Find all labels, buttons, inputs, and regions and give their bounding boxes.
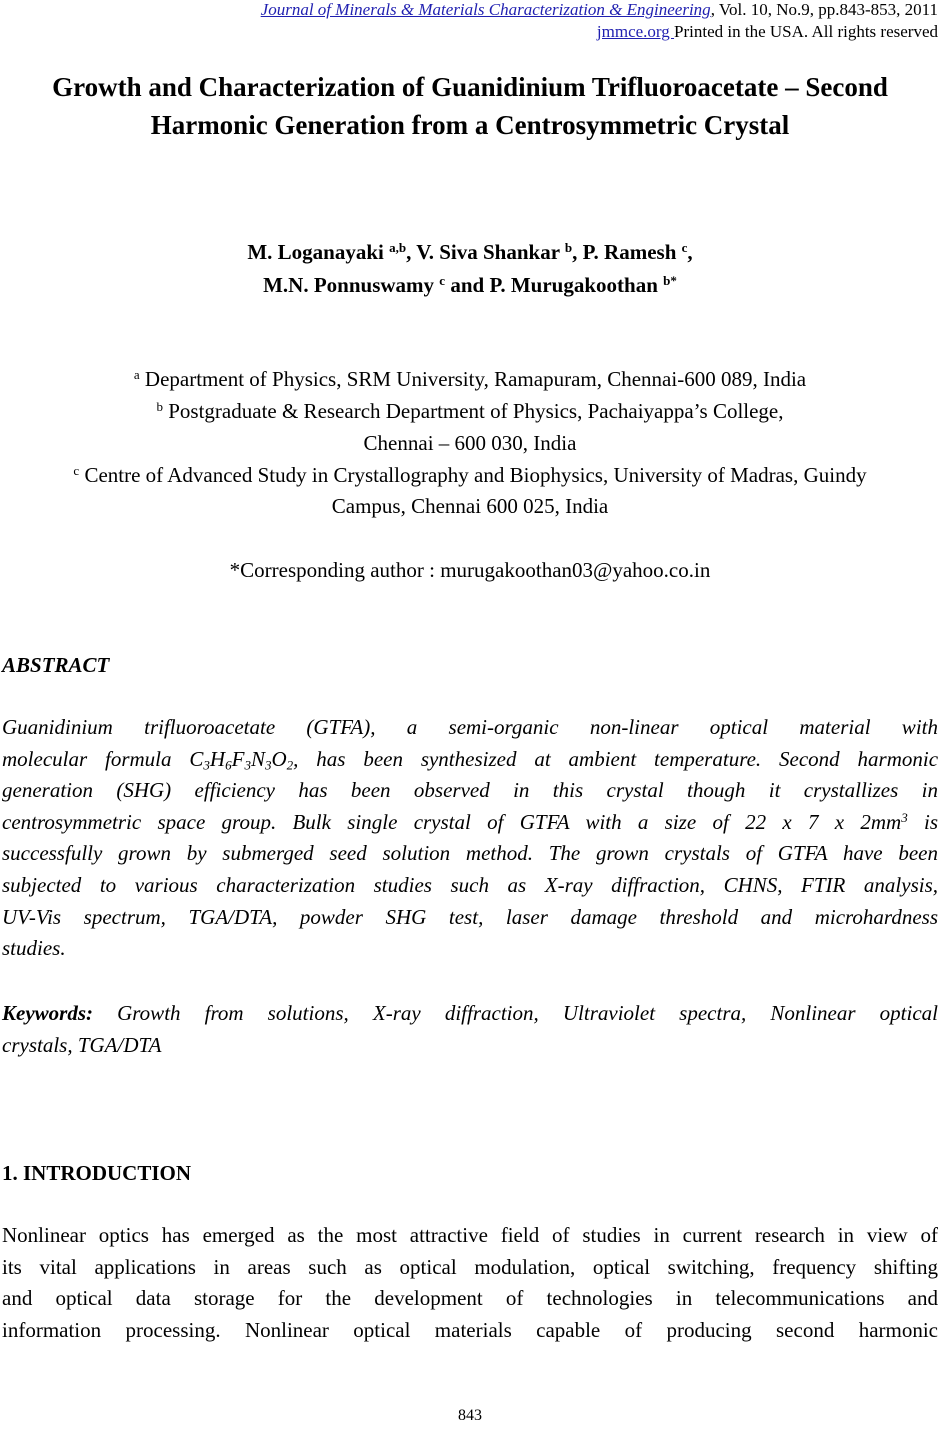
- keywords-line: crystals, TGA/DTA: [2, 1032, 162, 1057]
- keywords-line: [2, 998, 938, 1030]
- abstract-line: Guanidinium trifluoroacetate (GTFA), a semi-organic non-linear optical material with: [2, 715, 938, 739]
- affiliation-text: Postgraduate & Research Department of Physics, Pachaiyappa’s College,: [163, 399, 784, 423]
- author-affil-mark: b*: [663, 272, 677, 288]
- paper-title-line-1: Growth and Characterization of Guanidinium Trifluoroacetate – Second: [52, 72, 888, 102]
- author-separator: ,: [687, 240, 693, 264]
- authors-line-2: [0, 269, 940, 301]
- intro-line: and optical data storage for the development of technologies in telecommunications and: [2, 1286, 938, 1311]
- volume-info: , Vol. 10, No.9, pp.843-853, 2011: [710, 0, 938, 19]
- affiliation-text: Department of Physics, SRM University, Ramapuram, Chennai-600 089, India: [139, 367, 807, 391]
- author-name: P. Murugakoothan: [489, 273, 664, 297]
- intro-line: information processing. Nonlinear optical materials capable of producing second harmonic: [2, 1317, 938, 1342]
- author-separator: ,: [406, 240, 417, 264]
- affiliation-text: Centre of Advanced Study in Crystallography and Biophysics, University of Madras, Guindy: [79, 463, 867, 487]
- author-name: M.N. Ponnuswamy: [263, 273, 440, 297]
- introduction-heading: 1. INTRODUCTION: [2, 1161, 192, 1185]
- author-name: V. Siva Shankar: [416, 240, 565, 264]
- affiliation-mark: b: [156, 398, 163, 414]
- authors-line-1: [0, 236, 940, 268]
- author-affil-mark: c: [681, 239, 688, 255]
- keywords-block: [2, 998, 938, 1061]
- abstract-line-formula: molecular formula $C_3H_6F_3N_3O_2$, has been synthesized at ambient temperature. Second harmonic: [2, 746, 939, 772]
- intro-line: Nonlinear optics has emerged as the most attractive field of studies in current research in view of: [2, 1223, 938, 1247]
- affiliation-mark: c: [73, 462, 80, 478]
- author-affil-mark: c: [439, 272, 446, 288]
- author-name: P. Ramesh: [582, 240, 682, 264]
- abstract-line: successfully grown by submerged seed solution method. The grown crystals of GTFA have been: [2, 841, 938, 866]
- author-name: M. Loganayaki: [247, 240, 390, 264]
- affiliation-a: [0, 363, 940, 395]
- introduction-body: [2, 1220, 938, 1346]
- affiliation-c-cont: [0, 490, 940, 522]
- keywords-label: Keywords:: [2, 1001, 93, 1025]
- affiliation-text: Campus, Chennai 600 025, India: [331, 494, 609, 518]
- site-link[interactable]: jmmce.org: [596, 22, 675, 41]
- keywords-text: Growth from solutions, X-ray diffraction, Ultraviolet spectra, Nonlinear optical: [93, 1001, 938, 1025]
- paper-title-line-2: Harmonic Generation from a Centrosymmetric Crystal: [150, 110, 790, 140]
- abstract-line: studies.: [2, 936, 66, 961]
- corresponding-author: *Corresponding author : murugakoothan03@yahoo.co.in: [229, 558, 711, 582]
- author-affil-mark: b: [564, 239, 573, 255]
- author-separator: and: [445, 273, 490, 297]
- intro-line: its vital applications in areas such as optical modulation, optical switching, frequency shifting: [2, 1254, 938, 1279]
- abstract-line: UV-Vis spectrum, TGA/DTA, powder SHG test, laser damage threshold and microhardness: [2, 904, 938, 929]
- abstract-body: [2, 712, 938, 965]
- site-header-line: [597, 22, 938, 42]
- journal-name-link[interactable]: Journal of Minerals & Materials Characterization & Engineering: [260, 0, 711, 19]
- author-affil-mark: a,b: [389, 239, 407, 255]
- abstract-line: subjected to various characterization studies such as X-ray diffraction, CHNS, FTIR analysis,: [2, 872, 938, 897]
- page-number: 843: [458, 1407, 482, 1424]
- affiliation-b-cont: [0, 427, 940, 459]
- affiliation-mark: a: [133, 366, 140, 382]
- affiliation-b: [0, 395, 940, 427]
- affiliation-c: [0, 459, 940, 491]
- abstract-heading: ABSTRACT: [2, 653, 110, 677]
- abstract-line-size: centrosymmetric space group. Bulk single crystal of GTFA with a size of 22 x 7 x $2mm^3$ is: [2, 809, 938, 834]
- affiliation-text: Chennai – 600 030, India: [363, 431, 577, 455]
- journal-header-line: [261, 0, 938, 20]
- rights-text: Printed in the USA. All rights reserved: [674, 22, 938, 41]
- abstract-line: generation (SHG) efficiency has been observed in this crystal though it crystallizes in: [2, 778, 938, 803]
- author-separator: ,: [572, 240, 583, 264]
